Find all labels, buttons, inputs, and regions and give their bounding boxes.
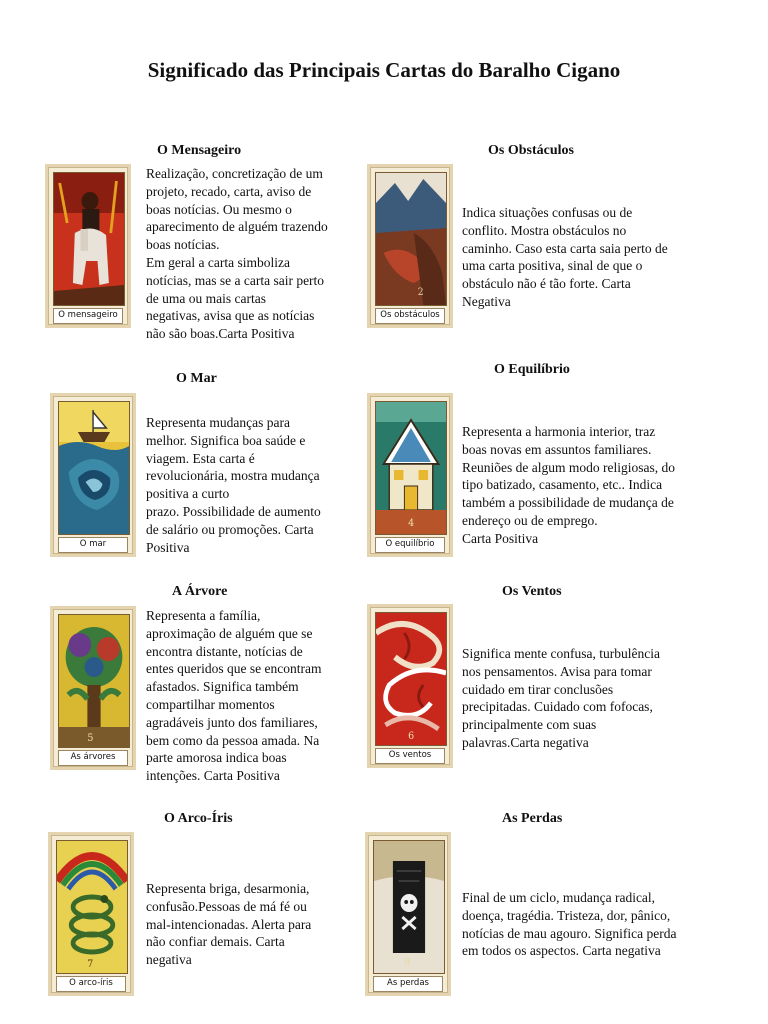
- card-image-o-arco-iris: [48, 832, 134, 996]
- card-text-o-equilibrio: Representa a harmonia interior, traz boas novas em assuntos familiares. Reuniões de algum modo religiosas, do tipo batizado, casamento, etc.. Indica também a possibilidade de mudança de endereço ou de emprego. Carta Positiva: [462, 424, 675, 546]
- rainbow-serpent-illustration: [56, 840, 128, 974]
- sea-illustration: [58, 401, 130, 535]
- card-number: 6: [408, 730, 415, 743]
- card-image-a-arvore: [50, 606, 136, 770]
- winds-illustration: [375, 612, 447, 746]
- card-number: 4: [408, 517, 415, 530]
- card-number: 2: [417, 286, 424, 299]
- tree-illustration: [58, 614, 130, 748]
- skull-illustration: [373, 840, 445, 974]
- card-label: As árvores: [58, 750, 128, 766]
- card-image-o-mensageiro: [45, 164, 131, 328]
- card-image-o-mar: [50, 393, 136, 557]
- card-title-o-equilibrio: O Equilíbrio: [494, 362, 570, 377]
- balance-illustration: [375, 401, 447, 535]
- card-title-a-arvore: A Árvore: [172, 584, 228, 599]
- card-title-os-ventos: Os Ventos: [502, 584, 562, 599]
- card-text-o-mar: Representa mudanças para melhor. Significa boa saúde e viagem. Esta carta é revolucionária, mostra mudança positiva a curto prazo. Possibilidade de aumento de salário ou promoções. Carta Positiva: [146, 415, 321, 555]
- card-text-a-arvore: Representa a família, aproximação de alguém que se encontra distante, notícias de entes queridos que se encontram afastados. Significa também compartilhar momentos agradáveis junto dos familiares, bem como da pessoa amada. Na parte amorosa indica boas intenções. Carta Positiva: [146, 608, 322, 784]
- card-number: 5: [87, 732, 94, 745]
- page-title: Significado das Principais Cartas do Baralho Cigano: [147, 58, 621, 82]
- card-number: 8: [404, 956, 411, 969]
- card-title-as-perdas: As Perdas: [502, 811, 563, 826]
- card-label: As perdas: [373, 976, 443, 992]
- messenger-illustration: [53, 172, 125, 306]
- card-text-os-ventos: Significa mente confusa, turbulência nos pensamentos. Avisa para tomar cuidado em tirar conclusões precipitadas. Cuidado com fofocas, principalmente com suas palavras.Carta negativa: [462, 646, 660, 750]
- card-title-o-mar: O Mar: [176, 371, 217, 386]
- card-title-o-arco-iris: O Arco-Íris: [164, 811, 233, 826]
- card-title-os-obstaculos: Os Obstáculos: [488, 143, 574, 158]
- card-label: Os obstáculos: [375, 308, 445, 324]
- card-image-os-obstaculos: [367, 164, 453, 328]
- card-image-o-equilibrio: [367, 393, 453, 557]
- card-label: O mar: [58, 537, 128, 553]
- card-text-o-mensageiro: Realização, concretização de um projeto, recado, carta, aviso de boas notícias. Ou mesmo o aparecimento de alguém trazendo boas notícias. Em geral a carta simboliza notícias, mas se a carta sair perto de uma ou mais cartas negativas, avisa que as notícias não são boas.Carta Positiva: [146, 166, 328, 342]
- card-label: O equilíbrio: [375, 537, 445, 553]
- card-number: 7: [87, 958, 94, 971]
- card-image-as-perdas: [365, 832, 451, 996]
- card-text-os-obstaculos: Indica situações confusas ou de conflito. Mostra obstáculos no caminho. Caso esta carta saia perto de uma carta positiva, sinal de que o obstáculo não é tão forte. Carta Negativa: [462, 205, 668, 309]
- card-label: O mensageiro: [53, 308, 123, 324]
- card-text-as-perdas: Final de um ciclo, mudança radical, doença, tragédia. Tristeza, dor, pânico, notícias de mau agouro. Significa perda em todos os aspectos. Carta negativa: [462, 890, 677, 959]
- card-image-os-ventos: [367, 604, 453, 768]
- obstacles-illustration: [375, 172, 447, 306]
- card-text-o-arco-iris: Representa briga, desarmonia, confusão.Pessoas de má fé ou mal-intencionadas. Alerta para não confiar demais. Carta negativa: [146, 881, 312, 968]
- card-label: O arco-íris: [56, 976, 126, 992]
- card-title-o-mensageiro: O Mensageiro: [157, 143, 242, 158]
- card-label: Os ventos: [375, 748, 445, 764]
